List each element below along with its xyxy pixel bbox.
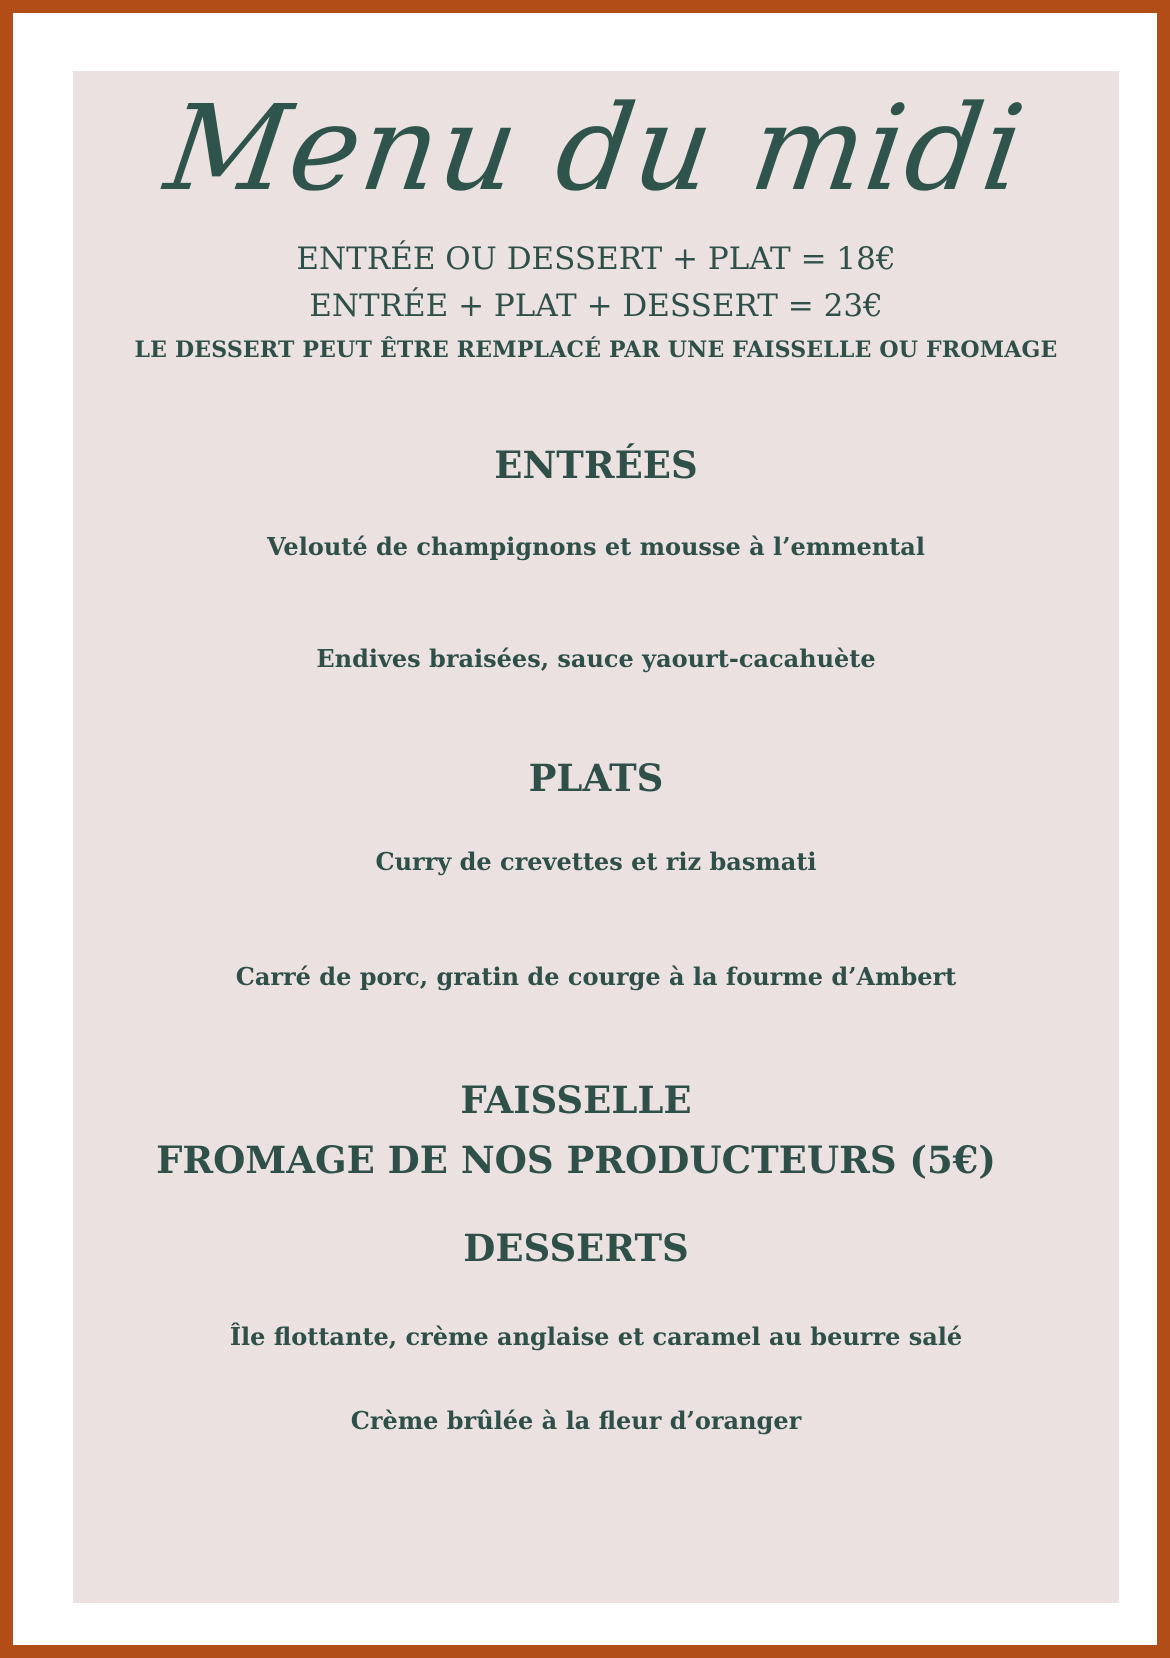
price-formula-two-courses: ENTRÉE OU DESSERT + PLAT = 18€ — [296, 241, 896, 277]
menu-item-entree-1: Velouté de champignons et mousse à l’emmental — [267, 532, 925, 561]
section-heading-faisselle: FAISSELLE — [460, 1078, 692, 1122]
section-heading-desserts: DESSERTS — [463, 1226, 689, 1270]
menu-item-plat-1: Curry de crevettes et riz basmati — [375, 847, 817, 876]
dessert-substitution-note: LE DESSERT PEUT ÊTRE REMPLACÉ PAR UNE FAISSELLE OU FROMAGE — [134, 337, 1058, 363]
price-formula-three-courses: ENTRÉE + PLAT + DESSERT = 23€ — [309, 288, 883, 324]
section-heading-plats: PLATS — [528, 756, 664, 800]
menu-item-dessert-2: Crème brûlée à la fleur d’oranger — [350, 1406, 802, 1435]
menu-item-dessert-1: Île flottante, crème anglaise et caramel au beurre salé — [229, 1322, 963, 1351]
menu-card — [73, 71, 1119, 1603]
menu-item-entree-2: Endives braisées, sauce yaourt-cacahuète — [316, 644, 876, 673]
menu-item-plat-2: Carré de porc, gratin de courge à la fourme d’Ambert — [235, 962, 957, 991]
section-heading-fromage: FROMAGE DE NOS PRODUCTEURS (5€) — [156, 1138, 996, 1182]
section-heading-entrees: ENTRÉES — [494, 443, 698, 487]
menu-title: Menu du midi — [158, 79, 1034, 217]
